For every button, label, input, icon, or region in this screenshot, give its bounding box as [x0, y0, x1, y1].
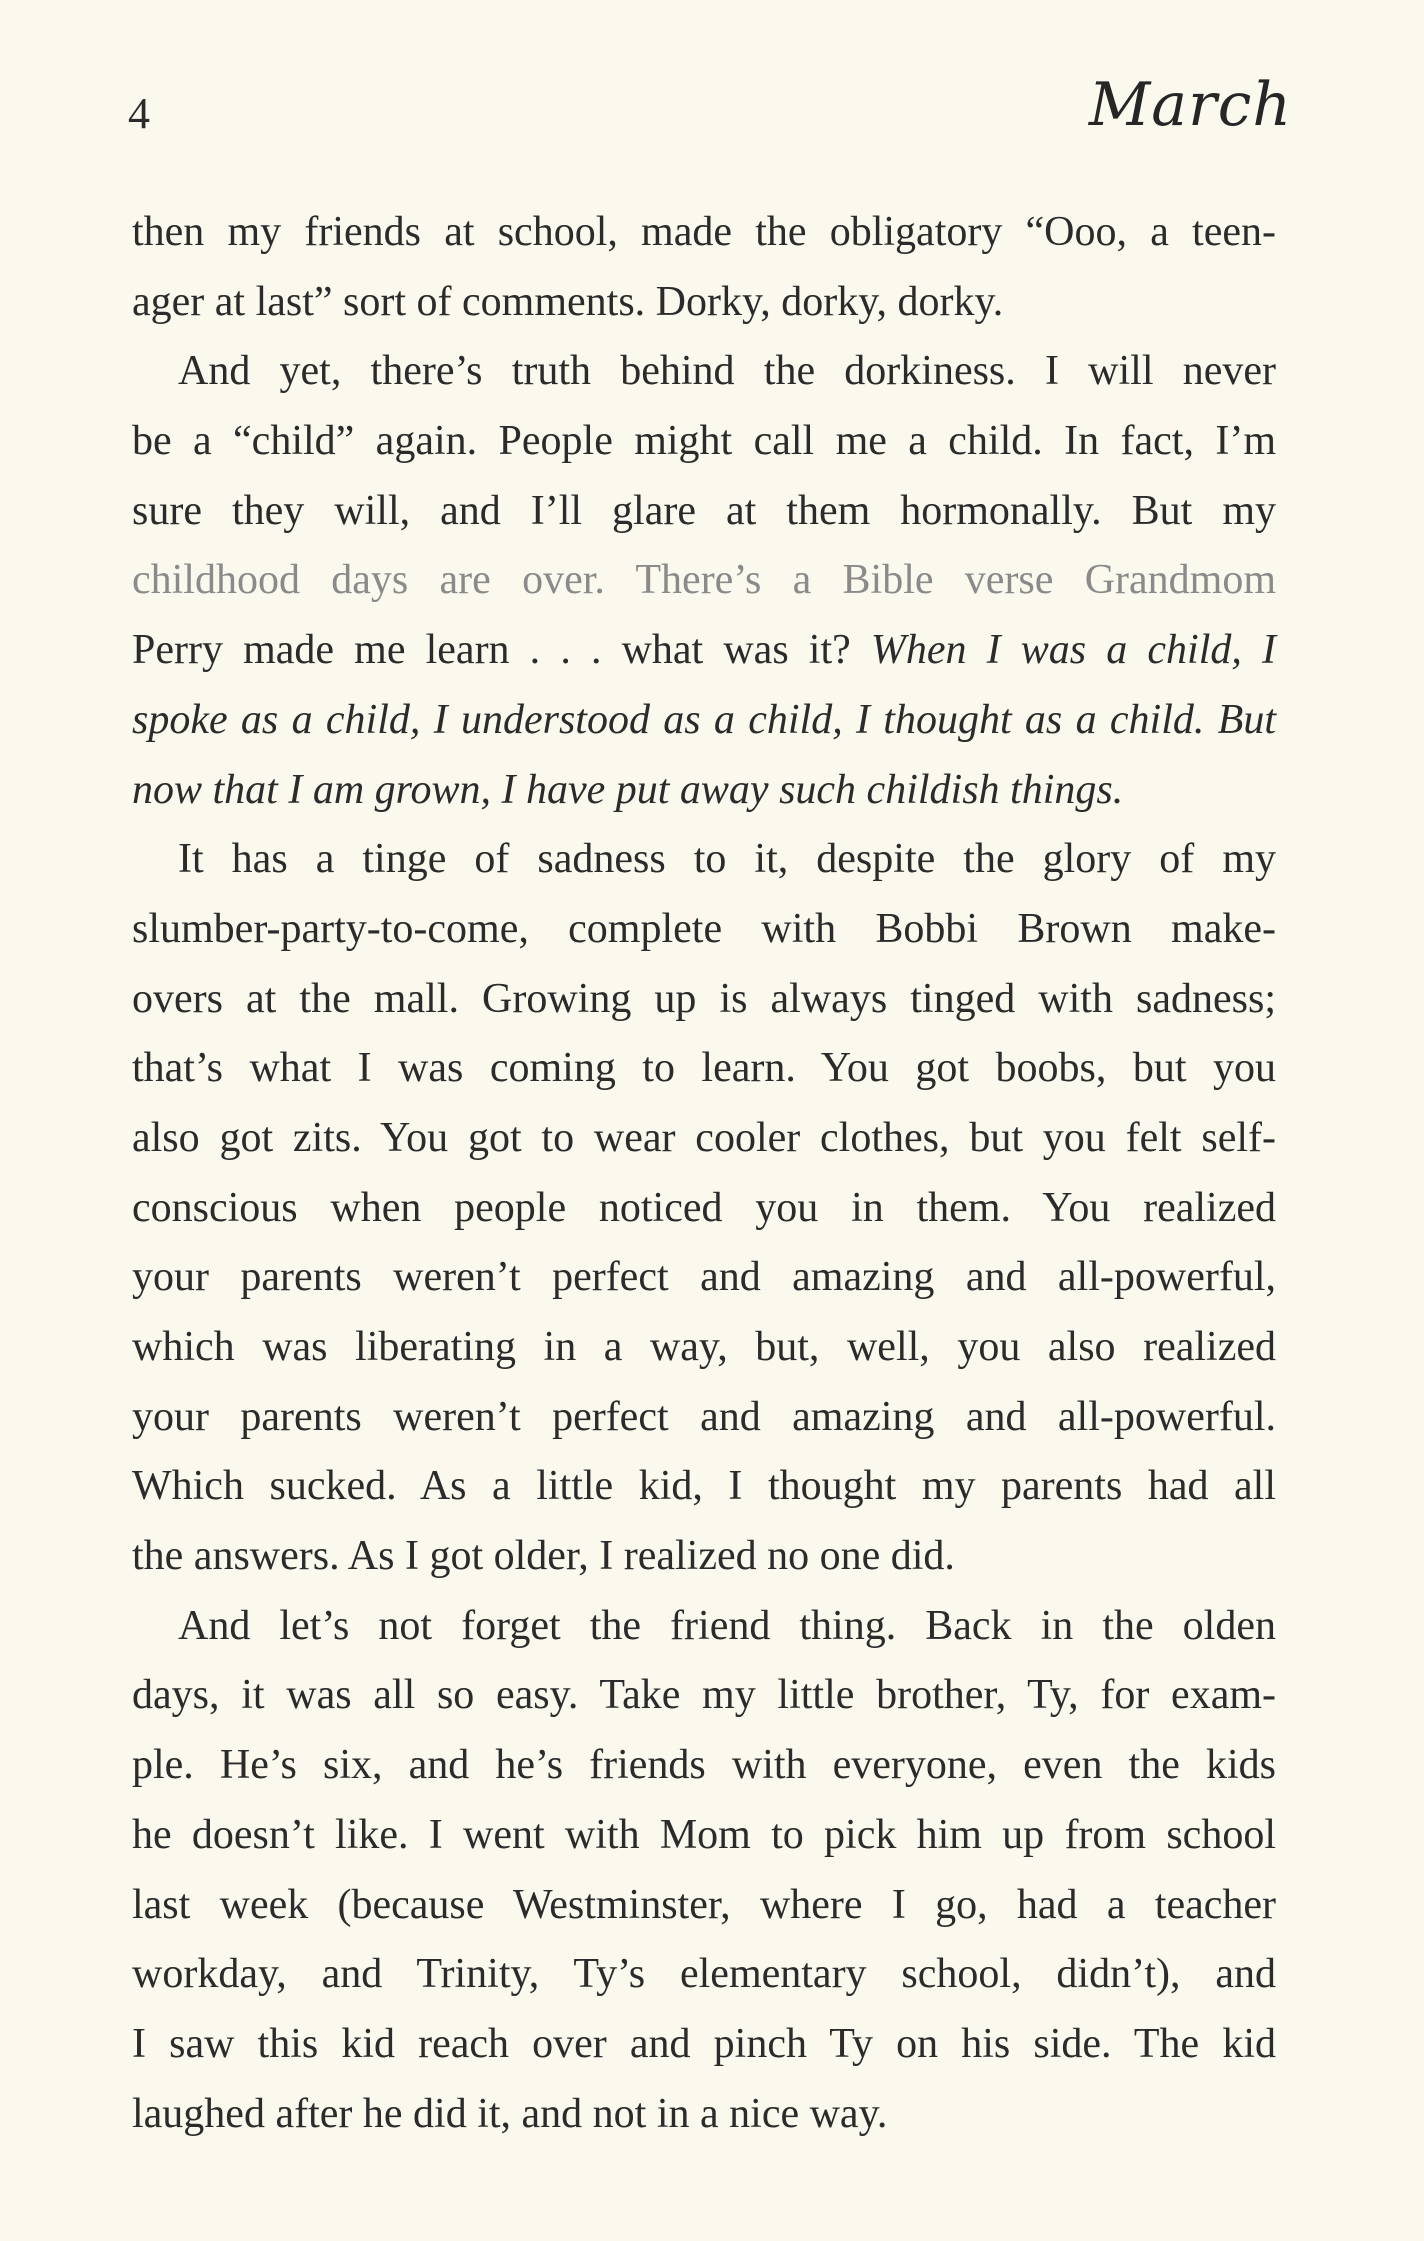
- text-line: childhood days are over. There’s a Bible verse Grandmom: [132, 557, 1276, 604]
- text-line: ple. He’s six, and he’s friends with everyone, even the kids: [132, 1742, 1276, 1789]
- text-line: And yet, there’s truth behind the dorkiness. I will never: [178, 348, 1276, 395]
- text-line: your parents weren’t perfect and amazing and all-powerful,: [132, 1254, 1276, 1301]
- text-line: that’s what I was coming to learn. You got boobs, but you: [132, 1045, 1276, 1092]
- text-line: which was liberating in a way, but, well, you also realized: [132, 1324, 1276, 1370]
- text-line: he doesn’t like. I went with Mom to pick him up from school: [132, 1811, 1276, 1858]
- body-text: [132, 198, 1276, 2149]
- text-line: I saw this kid reach over and pinch Ty on his side. The kid: [132, 2020, 1276, 2067]
- text-line: overs at the mall. Growing up is always tinged with sadness;: [132, 975, 1276, 1022]
- text-segment: Perry made me learn . . . what was it?: [132, 627, 851, 674]
- text-line: workday, and Trinity, Ty’s elementary school, didn’t), and: [132, 1951, 1276, 1998]
- text-line: conscious when people noticed you in them. You realized: [132, 1184, 1276, 1231]
- page-number: 4: [128, 89, 150, 138]
- text-line: laughed after he did it, and not in a nice way.: [132, 2090, 888, 2137]
- text-line: then my friends at school, made the obligatory “Ooo, a teen-: [132, 209, 1276, 255]
- italic-quote-line: now that I am grown, I have put away such childish things.: [132, 766, 1124, 813]
- text-line: Which sucked. As a little kid, I thought my parents had all: [132, 1463, 1276, 1510]
- text-line: sure they will, and I’ll glare at them hormonally. But my: [132, 487, 1276, 534]
- running-head: March: [1088, 70, 1292, 140]
- text-line: ager at last” sort of comments. Dorky, dorky, dorky.: [132, 278, 1004, 325]
- text-line: also got zits. You got to wear cooler clothes, but you felt self-: [132, 1114, 1276, 1161]
- text-line: And let’s not forget the friend thing. Back in the olden: [178, 1602, 1276, 1649]
- text-line: last week (because Westminster, where I go, had a teacher: [132, 1881, 1276, 1928]
- text-line: days, it was all so easy. Take my little brother, Ty, for exam-: [132, 1672, 1276, 1719]
- text-line: slumber-party-to-come, complete with Bobbi Brown make-: [132, 905, 1276, 952]
- text-line: the answers. As I got older, I realized no one did.: [132, 1533, 955, 1580]
- text-line: be a “child” again. People might call me a child. In fact, I’m: [132, 418, 1276, 465]
- text-line: It has a tinge of sadness to it, despite the glory of my: [178, 836, 1276, 883]
- italic-quote: When I was a child, I: [870, 627, 1276, 674]
- text-line: your parents weren’t perfect and amazing and all-powerful.: [132, 1393, 1276, 1440]
- text-line: [132, 616, 1276, 686]
- italic-quote-line: spoke as a child, I understood as a child, I thought as a child. But: [132, 696, 1276, 743]
